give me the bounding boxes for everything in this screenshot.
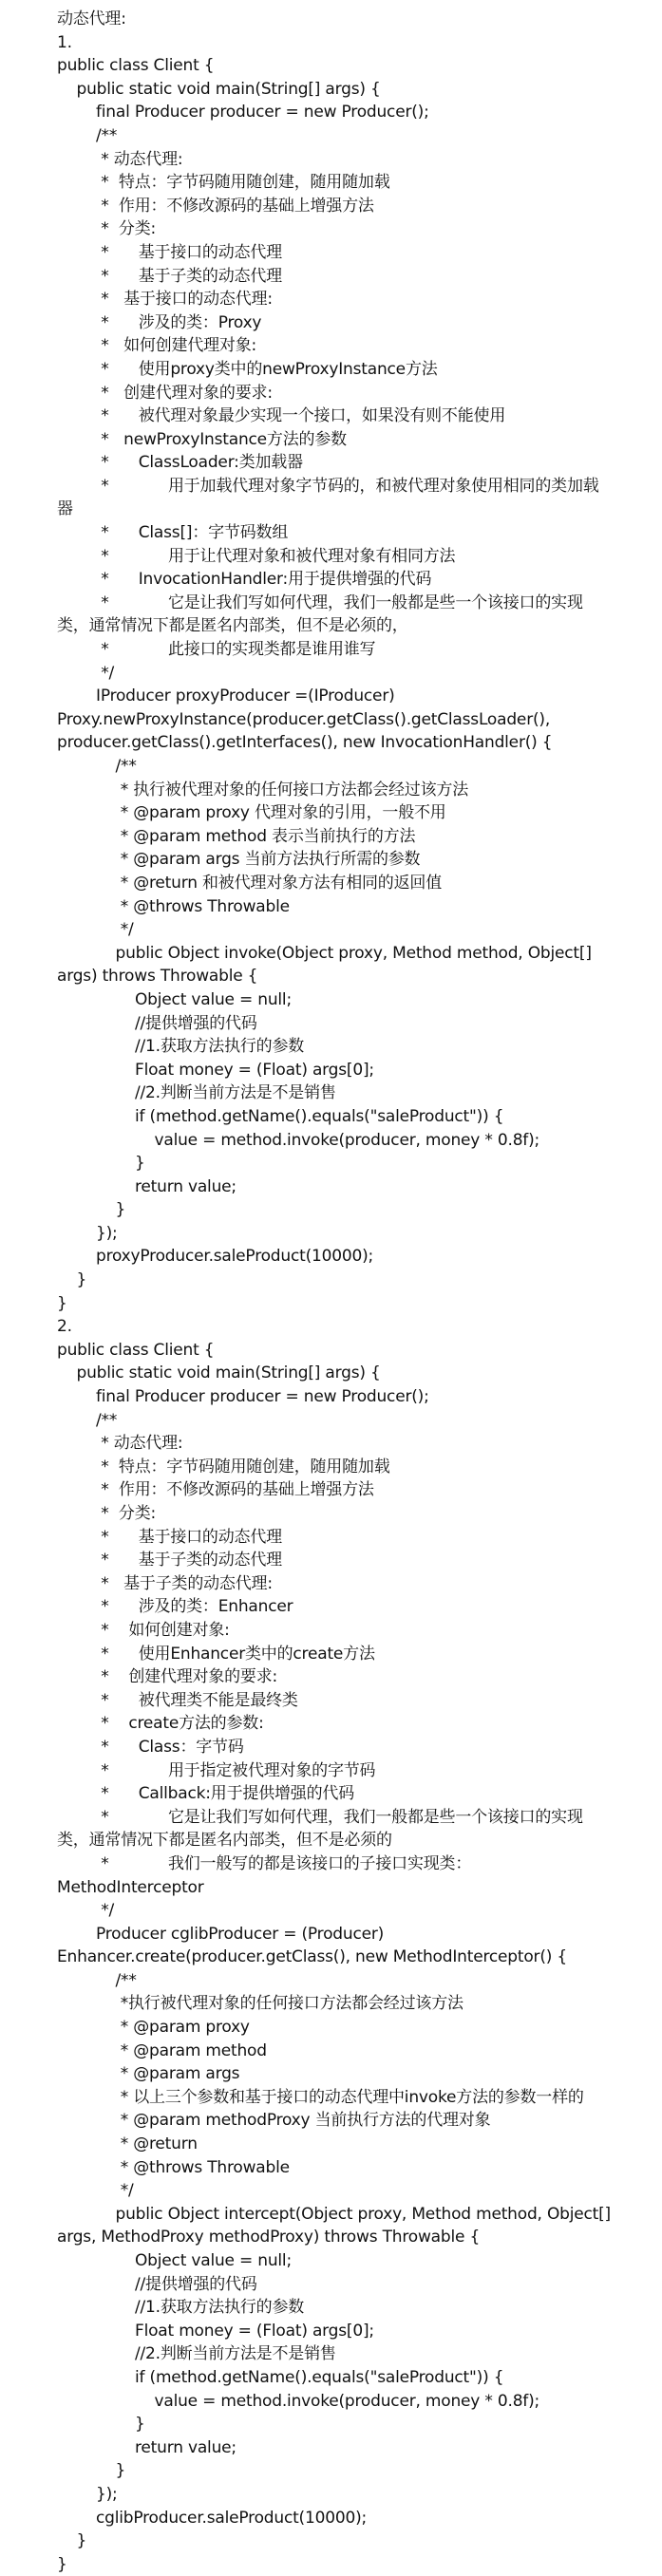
- code-line-text: * @param args 当前方法执行所需的参数: [115, 850, 421, 870]
- code-line: [0, 2016, 662, 2040]
- code-line: [0, 31, 662, 55]
- code-line: [0, 545, 662, 569]
- code-line: [0, 1876, 662, 1900]
- code-line-text: * @param method 表示当前执行的方法: [115, 826, 416, 846]
- code-line: [0, 1315, 662, 1339]
- code-line-text: /**: [96, 1410, 118, 1430]
- code-line-text: * 被代理对象最少实现一个接口，如果没有则不能使用: [96, 406, 506, 426]
- code-line: [0, 638, 662, 662]
- code-line-text: }: [135, 2415, 145, 2435]
- code-line: [0, 2040, 662, 2063]
- code-line-text: * 分类:: [96, 219, 157, 239]
- code-line: [0, 148, 662, 172]
- code-line: [0, 1362, 662, 1385]
- code-line: [0, 592, 662, 615]
- code-line-text: * 基于子类的动态代理:: [96, 1573, 273, 1593]
- code-line-text: */: [96, 1901, 115, 1921]
- code-line: [0, 801, 662, 825]
- code-line: [0, 1105, 662, 1129]
- code-line: [0, 2156, 662, 2180]
- code-line-text: * 作用：不修改源码的基础上增强方法: [96, 196, 374, 216]
- code-line-text: * 特点：字节码随用随创建，随用随加载: [96, 173, 390, 193]
- code-line: [0, 521, 662, 545]
- code-line-text: * 动态代理:: [96, 149, 183, 169]
- code-line-text: * InvocationHandler:用于提供增强的代码: [96, 570, 432, 590]
- code-line-text: * @throws Throwable: [115, 2157, 290, 2177]
- code-line: [0, 568, 662, 592]
- code-line: [0, 662, 662, 686]
- code-line-text: * 使用proxy类中的newProxyInstance方法: [96, 359, 438, 379]
- code-line: [0, 451, 662, 475]
- code-line-text: * 如何创建对象:: [96, 1620, 230, 1640]
- code-line-text: 类，通常情况下都是匿名内部类，但不是必须的: [57, 1831, 392, 1851]
- code-line: [0, 2436, 662, 2460]
- code-line-text: 类，通常情况下都是匿名内部类，但不是必须的，: [57, 616, 408, 636]
- code-line: [0, 1946, 662, 1969]
- code-line-text: Float money = (Float) args[0];: [135, 2321, 374, 2341]
- code-line: [0, 101, 662, 124]
- code-line: [0, 1245, 662, 1269]
- code-line: [0, 1035, 662, 1059]
- code-line: [0, 1759, 662, 1783]
- code-line: [0, 1923, 662, 1946]
- code-line-text: Proxy.newProxyInstance(producer.getClass().getClassLoader(),: [57, 709, 551, 729]
- code-line: [0, 475, 662, 498]
- code-line: [0, 171, 662, 195]
- code-line-text: public class Client {: [57, 1340, 215, 1360]
- code-line-text: * 我们一般写的都是该接口的子接口实现类：: [96, 1853, 472, 1873]
- code-line-text: * 涉及的类：Proxy: [96, 312, 262, 332]
- code-line: [0, 1689, 662, 1713]
- code-line-text: cglibProducer.saleProduct(10000);: [96, 2508, 368, 2528]
- code-line-text: * 此接口的实现类都是谁用谁写: [96, 640, 376, 660]
- code-line: [0, 195, 662, 218]
- code-line-text: //2.判断当前方法是不是销售: [135, 1083, 336, 1103]
- code-line-text: final Producer producer = new Producer();: [96, 103, 429, 122]
- code-line: [0, 2553, 662, 2576]
- code-line: [0, 918, 662, 942]
- code-line: [0, 1712, 662, 1736]
- code-line: [0, 288, 662, 311]
- code-line: [0, 1992, 662, 2016]
- code-line-text: * @param proxy 代理对象的引用，一般不用: [115, 803, 446, 823]
- code-line: [0, 614, 662, 638]
- code-line-text: * @param proxy: [115, 2018, 250, 2038]
- code-line-text: });: [96, 2484, 118, 2504]
- code-line-text: IProducer proxyProducer =(IProducer): [96, 686, 395, 706]
- code-line: [0, 1572, 662, 1596]
- code-line: [0, 2529, 662, 2553]
- code-line-text: public static void main(String[] args) {: [76, 1363, 381, 1383]
- code-line: [0, 1619, 662, 1643]
- code-line: [0, 708, 662, 732]
- code-line-text: public Object invoke(Object proxy, Method method, Object[]: [115, 943, 592, 963]
- code-line-text: * 以上三个参数和基于接口的动态代理中invoke方法的参数一样的: [115, 2087, 584, 2107]
- code-line-text: 1.: [57, 32, 72, 52]
- code-line-text: public class Client {: [57, 56, 215, 76]
- code-line-text: * 基于接口的动态代理: [96, 1527, 282, 1547]
- code-line-text: MethodInterceptor: [57, 1877, 204, 1897]
- code-line-text: */: [115, 920, 134, 940]
- code-line: [0, 965, 662, 988]
- code-line-text: */: [96, 663, 115, 683]
- code-line: [0, 1339, 662, 1363]
- code-line-text: 器: [57, 499, 73, 519]
- code-line: [0, 265, 662, 289]
- code-line-text: * 创建代理对象的要求:: [96, 1667, 278, 1687]
- code-line: [0, 1409, 662, 1433]
- code-line-text: return value;: [135, 1176, 236, 1196]
- code-line: [0, 2273, 662, 2297]
- code-line: [0, 1549, 662, 1572]
- code-line-text: * ClassLoader:类加载器: [96, 453, 303, 473]
- code-line-text: * create方法的参数:: [96, 1714, 264, 1734]
- code-line: [0, 404, 662, 428]
- code-line-text: args, MethodProxy methodProxy) throws Throwable {: [57, 2228, 481, 2247]
- code-line-text: * 基于子类的动态代理: [96, 266, 282, 286]
- code-line: [0, 2179, 662, 2203]
- code-line-text: * 如何创建代理对象:: [96, 336, 257, 356]
- code-line-text: Float money = (Float) args[0];: [135, 1060, 374, 1080]
- code-line-text: //2.判断当前方法是不是销售: [135, 2344, 336, 2364]
- code-line-text: }: [115, 2461, 126, 2481]
- code-line-text: * 动态代理:: [96, 1434, 183, 1454]
- code-line-text: /**: [96, 125, 118, 145]
- code-line-text: */: [115, 2181, 134, 2201]
- code-line: [0, 311, 662, 335]
- code-line: [0, 779, 662, 802]
- code-line-text: });: [96, 1223, 118, 1243]
- code-line-text: * 涉及的类：Enhancer: [96, 1597, 293, 1617]
- code-line: [0, 1782, 662, 1806]
- code-line-text: 2.: [57, 1317, 72, 1337]
- code-line-text: * 创建代理对象的要求:: [96, 383, 273, 403]
- code-line-text: 动态代理:: [57, 9, 126, 28]
- code-line: [0, 2507, 662, 2530]
- code-line: [0, 241, 662, 265]
- code-line: [0, 1152, 662, 1175]
- code-line-text: /**: [115, 1970, 137, 1990]
- code-line-text: * 它是让我们写如何代理，我们一般都是些一个该接口的实现: [96, 592, 583, 612]
- code-line-text: * Class[]：字节码数组: [96, 523, 289, 543]
- code-line: [0, 872, 662, 895]
- code-line-text: if (method.getName().equals("saleProduct")) {: [135, 1106, 504, 1126]
- code-line-text: * 基于接口的动态代理: [96, 242, 282, 262]
- code-line-text: value = method.invoke(producer, money * 0.8f);: [154, 1130, 540, 1150]
- code-line: [0, 825, 662, 849]
- code-line-text: * 被代理类不能是最终类: [96, 1690, 298, 1710]
- code-line-text: * @param args: [115, 2064, 240, 2084]
- code-line-text: * 用于指定被代理对象的字节码: [96, 1760, 376, 1780]
- code-line: [0, 2413, 662, 2436]
- code-line: [0, 498, 662, 521]
- code-line: [0, 1899, 662, 1923]
- code-line-text: //提供增强的代码: [135, 2274, 257, 2294]
- code-line: [0, 731, 662, 755]
- code-line: [0, 382, 662, 405]
- code-line-text: //1.获取方法执行的参数: [135, 2298, 305, 2318]
- code-line: [0, 1059, 662, 1082]
- code-line-text: * 执行被代理对象的任何接口方法都会经过该方法: [115, 780, 469, 799]
- code-line: [0, 2086, 662, 2110]
- code-line: [0, 2109, 662, 2133]
- code-line-text: * 用于让代理对象和被代理对象有相同方法: [96, 546, 456, 566]
- code-line: [0, 2483, 662, 2507]
- code-line: [0, 755, 662, 779]
- code-line: [0, 1806, 662, 1830]
- code-line: [0, 1852, 662, 1876]
- code-line-text: * Callback:用于提供增强的代码: [96, 1784, 354, 1804]
- code-line-text: value = method.invoke(producer, money * 0.8f);: [154, 2391, 540, 2411]
- code-line: [0, 1292, 662, 1316]
- code-line: [0, 2390, 662, 2414]
- code-line: [0, 1222, 662, 1246]
- code-line: [0, 1269, 662, 1292]
- code-line: [0, 334, 662, 358]
- code-line: [0, 1456, 662, 1479]
- code-line: [0, 895, 662, 919]
- code-line: [0, 1829, 662, 1852]
- code-document: [0, 8, 662, 2576]
- code-line-text: Object value = null;: [135, 989, 292, 1009]
- code-line: [0, 1198, 662, 1222]
- code-line: [0, 1526, 662, 1550]
- code-line: [0, 1643, 662, 1666]
- code-line-text: args) throws Throwable {: [57, 967, 258, 987]
- code-line: [0, 2342, 662, 2366]
- code-line-text: Object value = null;: [135, 2251, 292, 2270]
- code-line-text: //1.获取方法执行的参数: [135, 1037, 305, 1057]
- code-line: [0, 2320, 662, 2343]
- code-line-text: Producer cglibProducer = (Producer): [96, 1924, 385, 1944]
- code-line: [0, 1129, 662, 1153]
- code-line: [0, 358, 662, 382]
- code-line: [0, 2459, 662, 2483]
- code-line-text: * @throws Throwable: [115, 896, 290, 916]
- code-line: [0, 1969, 662, 1993]
- code-line: [0, 1595, 662, 1619]
- code-line: [0, 2366, 662, 2390]
- code-line: [0, 1175, 662, 1199]
- code-line-text: Enhancer.create(producer.getClass(), new MethodInterceptor() {: [57, 1947, 568, 1967]
- code-line: [0, 1012, 662, 1036]
- code-line-text: /**: [115, 757, 137, 776]
- code-line: [0, 1665, 662, 1689]
- code-line: [0, 8, 662, 31]
- code-line-text: * @return 和被代理对象方法有相同的返回值: [115, 873, 442, 893]
- code-line-text: }: [76, 2531, 87, 2551]
- code-line-text: * Class：字节码: [96, 1737, 244, 1757]
- code-line: [0, 1478, 662, 1502]
- code-line-text: * 分类:: [96, 1504, 157, 1523]
- code-line-text: //提供增强的代码: [135, 1013, 257, 1033]
- code-line-text: proxyProducer.saleProduct(10000);: [96, 1247, 374, 1267]
- code-line-text: }: [76, 1270, 87, 1290]
- code-line-text: }: [135, 1154, 145, 1174]
- code-line: [0, 988, 662, 1012]
- code-line: [0, 428, 662, 452]
- code-line-text: public Object intercept(Object proxy, Method method, Object[]: [115, 2204, 611, 2224]
- code-line-text: * 特点：字节码随用随创建，随用随加载: [96, 1457, 390, 1476]
- code-line: [0, 1736, 662, 1759]
- code-line: [0, 2062, 662, 2086]
- code-line-text: * 它是让我们写如何代理，我们一般都是些一个该接口的实现: [96, 1807, 583, 1827]
- code-line: [0, 124, 662, 148]
- code-line: [0, 942, 662, 966]
- code-line-text: * 基于子类的动态代理: [96, 1551, 282, 1570]
- code-line: [0, 848, 662, 872]
- code-line: [0, 2203, 662, 2227]
- code-line: [0, 1081, 662, 1105]
- code-line: [0, 1502, 662, 1526]
- code-line-text: }: [115, 1200, 126, 1220]
- code-line: [0, 2133, 662, 2156]
- code-line-text: producer.getClass().getInterfaces(), new InvocationHandler() {: [57, 733, 553, 753]
- code-line: [0, 2296, 662, 2320]
- code-line-text: return value;: [135, 2437, 236, 2457]
- code-line-text: }: [57, 1293, 67, 1313]
- code-line-text: * 作用：不修改源码的基础上增强方法: [96, 1480, 374, 1500]
- code-line-text: public static void main(String[] args) {: [76, 79, 381, 99]
- code-line-text: final Producer producer = new Producer();: [96, 1387, 429, 1407]
- code-line: [0, 2249, 662, 2273]
- code-line-text: * 使用Enhancer类中的create方法: [96, 1644, 375, 1664]
- code-line-text: if (method.getName().equals("saleProduct")) {: [135, 2367, 504, 2387]
- code-line: [0, 685, 662, 708]
- code-line-text: }: [57, 2554, 67, 2574]
- code-line: [0, 54, 662, 78]
- code-line-text: * newProxyInstance方法的参数: [96, 429, 347, 449]
- code-line-text: * 用于加载代理对象字节码的，和被代理对象使用相同的类加载: [96, 476, 599, 496]
- code-line: [0, 217, 662, 241]
- code-line-text: * 基于接口的动态代理:: [96, 290, 273, 310]
- code-line-text: *执行被代理对象的任何接口方法都会经过该方法: [115, 1994, 463, 2014]
- code-line-text: * @param methodProxy 当前执行方法的代理对象: [115, 2111, 491, 2131]
- code-line: [0, 1432, 662, 1456]
- code-line-text: * @param method: [115, 2040, 267, 2060]
- code-line: [0, 78, 662, 102]
- code-line-text: * @return: [115, 2134, 198, 2154]
- code-line: [0, 2226, 662, 2249]
- code-line: [0, 1385, 662, 1409]
